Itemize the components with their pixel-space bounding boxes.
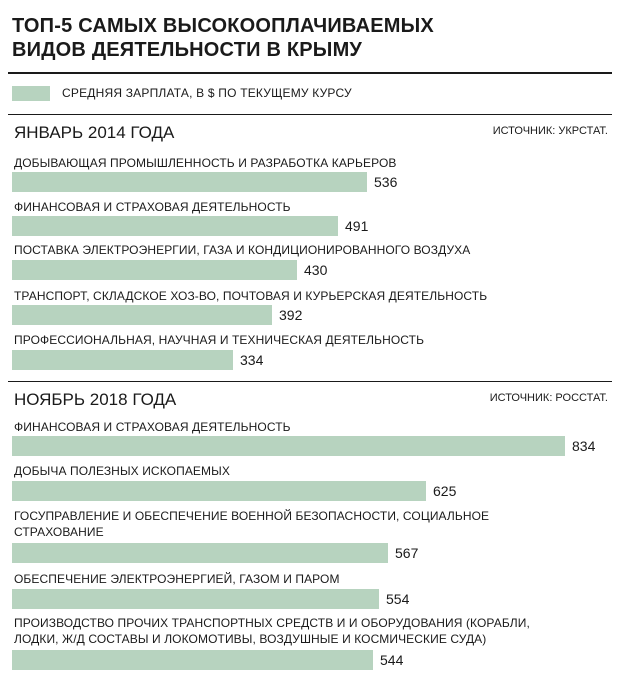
divider-top <box>8 72 612 74</box>
source-2018: ИСТОЧНИК: РОССТАТ. <box>489 392 608 404</box>
value-label: 834 <box>572 438 596 454</box>
category-label: ПОСТАВКА ЭЛЕКТРОЭНЕРГИИ, ГАЗА И КОНДИЦИОНИРОВАННОГО ВОЗДУХА <box>14 243 471 257</box>
category-label: ДОБЫЧА ПОЛЕЗНЫХ ИСКОПАЕМЫХ <box>14 464 230 478</box>
bar <box>12 436 565 456</box>
category-label: ПРОИЗВОДСТВО ПРОЧИХ ТРАНСПОРТНЫХ СРЕДСТВ И И ОБОРУДОВАНИЯ (КОРАБЛИ, ЛОДКИ, Ж/Д СОСТАВЫ И ЛОКОМОТИВЫ, ВОЗДУШНЫЕ И КОСМИЧЕСКИЕ СУДА) <box>14 616 530 646</box>
chart-title-line2: ВИДОВ ДЕЯТЕЛЬНОСТИ В КРЫМУ <box>12 39 363 61</box>
legend <box>12 83 352 103</box>
legend-label: СРЕДНЯЯ ЗАРПЛАТА, В $ ПО ТЕКУЩЕМУ КУРСУ <box>62 86 352 100</box>
category-label: ДОБЫВАЮЩАЯ ПРОМЫШЛЕННОСТЬ И РАЗРАБОТКА КАРЬЕРОВ <box>14 156 397 170</box>
value-label: 536 <box>374 174 398 190</box>
category-label: ТРАНСПОРТ, СКЛАДСКОЕ ХОЗ-ВО, ПОЧТОВАЯ И КУРЬЕРСКАЯ ДЕЯТЕЛЬНОСТЬ <box>14 289 488 303</box>
bar <box>12 260 297 280</box>
category-label: ГОСУПРАВЛЕНИЕ И ОБЕСПЕЧЕНИЕ ВОЕННОЙ БЕЗОПАСНОСТИ, СОЦИАЛЬНОЕ СТРАХОВАНИЕ <box>14 509 490 539</box>
bar <box>12 589 379 609</box>
category-label: ОБЕСПЕЧЕНИЕ ЭЛЕКТРОЭНЕРГИЕЙ, ГАЗОМ И ПАРОМ <box>14 572 340 586</box>
bar <box>12 481 426 501</box>
value-label: 392 <box>279 307 303 323</box>
divider-section-2 <box>8 381 612 382</box>
bar <box>12 305 272 325</box>
divider-section-1 <box>8 114 612 115</box>
value-label: 554 <box>386 591 410 607</box>
value-label: 334 <box>240 352 264 368</box>
value-label: 491 <box>345 218 369 234</box>
chart-title <box>12 14 602 62</box>
bar <box>12 172 367 192</box>
section-title-2014: ЯНВАРЬ 2014 ГОДА <box>14 123 175 142</box>
category-label: ФИНАНСОВАЯ И СТРАХОВАЯ ДЕЯТЕЛЬНОСТЬ <box>14 200 291 214</box>
value-label: 430 <box>304 262 328 278</box>
category-label: ФИНАНСОВАЯ И СТРАХОВАЯ ДЕЯТЕЛЬНОСТЬ <box>14 420 291 434</box>
legend-swatch <box>12 86 50 101</box>
value-label: 625 <box>433 483 457 499</box>
bar <box>12 350 233 370</box>
value-label: 567 <box>395 545 419 561</box>
category-label: ПРОФЕССИОНАЛЬНАЯ, НАУЧНАЯ И ТЕХНИЧЕСКАЯ ДЕЯТЕЛЬНОСТЬ <box>14 333 425 347</box>
bar <box>12 543 388 563</box>
source-2014: ИСТОЧНИК: УКРСТАТ. <box>492 125 608 137</box>
bar <box>12 650 373 670</box>
value-label: 544 <box>380 652 404 668</box>
bar <box>12 216 338 236</box>
section-title-2018: НОЯБРЬ 2018 ГОДА <box>14 390 177 409</box>
chart-title-line1: ТОП-5 САМЫХ ВЫСОКООПЛАЧИВАЕМЫХ <box>12 15 434 37</box>
